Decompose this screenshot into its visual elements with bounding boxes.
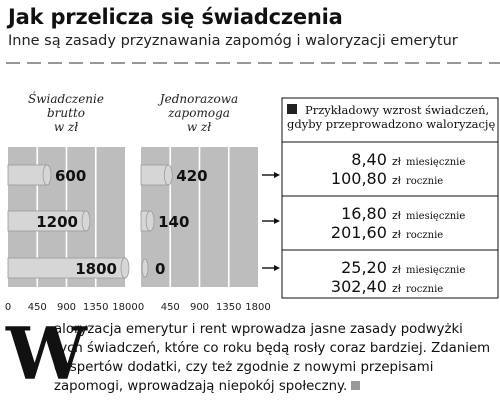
benefit-bar-value: 1200 [36,213,78,231]
benefit-tick-label: 0 [4,302,12,313]
benefit-bar-value: 600 [55,167,87,185]
benefit-tick-label: 900 [56,302,77,313]
benefit-header [10,92,122,134]
benefit-tick-label: 450 [27,302,47,313]
page-title: Jak przelicza się świadczenia [8,5,343,29]
article-dropcap: W [6,311,87,396]
table-row-3 [290,258,470,296]
benefit-bar-value: 1800 [75,260,117,278]
row-3-yearly-value: 302,40 [330,277,387,296]
benefit-header-line-1: Świadczenie [28,92,104,106]
aid-tick-label: 0 [137,302,145,313]
row-arrow-icon [274,172,280,178]
aid-header-line-1: Jednorazowa [159,92,239,106]
aid-tick-label: 1350 [216,302,242,313]
benefit-bar [8,165,47,185]
row-2-monthly-label: miesięcznie [406,211,466,222]
benefit-header-line-2: brutto [46,106,85,120]
end-mark-icon [351,381,360,390]
row-2-monthly-unit: zł [392,209,401,222]
page-subtitle: Inne są zasady przyznawania zapomóg i waloryzacji emerytur [8,33,458,49]
benefit-tick-label: 1350 [83,302,109,313]
aid-bar-cap [164,165,172,185]
row-3-yearly-label: rocznie [406,284,444,295]
row-1-monthly-value: 8,40 [351,150,387,169]
benefit-tick-label: 1800 [112,302,138,313]
aid-bar-value: 420 [176,167,208,185]
aid-bar-cap [146,211,154,231]
benefit-header-line-3: w zł [53,120,79,134]
aid-header [143,92,255,134]
row-2-yearly-unit: zł [392,228,401,241]
row-arrow-icon [274,218,280,224]
table-legend [287,103,500,131]
aid-tick-label: 1800 [245,302,271,313]
row-1-monthly-unit: zł [392,155,401,168]
aid-bar-cap [142,259,148,277]
table-row-2 [290,204,470,242]
benefit-bar-cap [82,211,90,231]
row-2-yearly-label: rocznie [406,230,444,241]
row-1-yearly-unit: zł [392,174,401,187]
row-1-yearly-label: rocznie [406,176,444,187]
row-1-yearly-value: 100,80 [330,169,387,188]
aid-tick-label: 900 [189,302,210,313]
benefit-bar-cap [43,165,51,185]
aid-bar-value: 140 [158,213,190,231]
row-3-monthly-unit: zł [392,263,401,276]
aid-tick-label: 450 [160,302,180,313]
aid-header-line-2: zapomoga [168,106,230,120]
row-3-monthly-label: miesięcznie [406,265,466,276]
legend-square-icon [287,104,297,114]
row-3-yearly-unit: zł [392,282,401,295]
row-arrow-icon [274,265,280,271]
row-1-monthly-label: miesięcznie [406,157,466,168]
aid-bar-value: 0 [155,260,166,278]
article-text [54,320,494,396]
aid-header-line-3: w zł [186,120,212,134]
row-2-monthly-value: 16,80 [341,204,387,223]
benefit-bar-cap [121,258,129,278]
row-3-monthly-value: 25,20 [341,258,387,277]
row-2-yearly-value: 201,60 [330,223,387,242]
legend-text: Przykładowy wzrost świadczeń, gdyby przeprowadzono waloryzację [287,103,496,131]
article-body: aloryzacja emerytur i rent wprowadza jasne zasady podwyżki tych świadczeń, które co roku będą rosły coraz bardziej. Zdaniem ekspertów dodatki, czy też zgodnie z nowymi przepisami zapomogi, wprowadzają niepokój społeczny. [54,322,491,394]
table-row-1 [290,150,470,188]
